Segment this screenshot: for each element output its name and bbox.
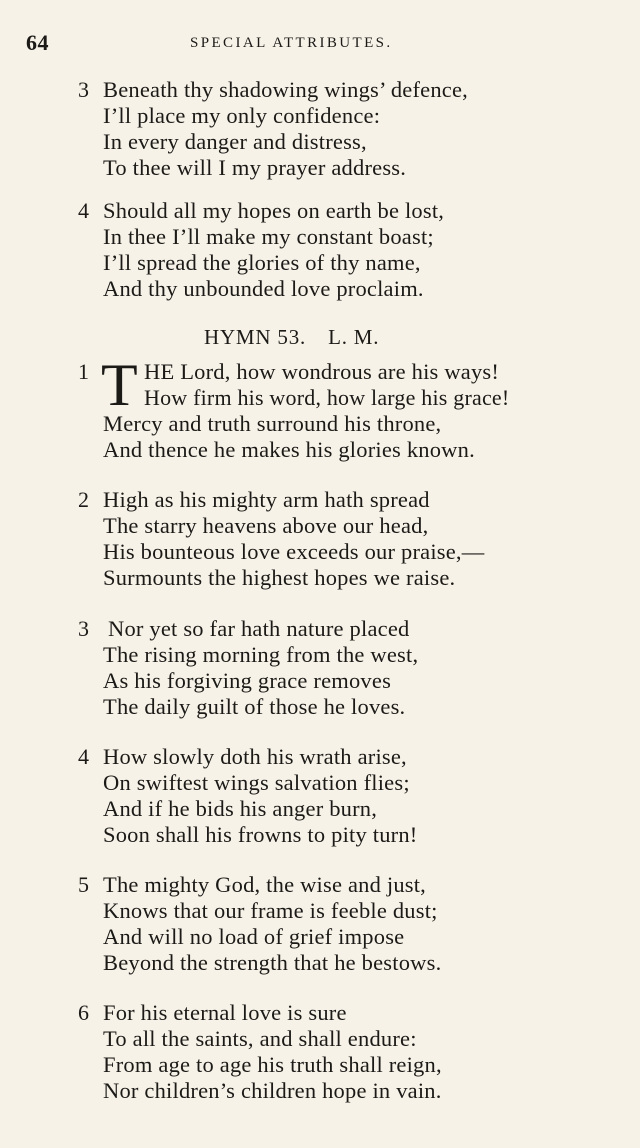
verse-line: Beyond the strength that he bestows.: [103, 950, 442, 975]
verse-line: How firm his word, how large his grace!: [144, 385, 510, 410]
verse-line: And thy unbounded love proclaim.: [103, 276, 424, 301]
verse-line: As his forgiving grace removes: [103, 668, 392, 693]
stanza-number: 2: [78, 487, 89, 512]
verse-line: For his eternal love is sure: [103, 1000, 347, 1025]
verse-line: And if he bids his anger burn,: [103, 796, 378, 821]
verse-line: The daily guilt of those he loves.: [103, 694, 406, 719]
verse-line: Surmounts the highest hopes we raise.: [103, 565, 456, 590]
stanza-number: 4: [78, 198, 89, 223]
stanza-number: 3: [78, 616, 89, 641]
verse-line: Beneath thy shadowing wings’ defence,: [103, 77, 469, 102]
verse-line: Mercy and truth surround his throne,: [103, 411, 442, 436]
verse-line: The mighty God, the wise and just,: [103, 872, 427, 897]
verse-line: To thee will I my prayer address.: [103, 155, 407, 180]
verse-line: And thence he makes his glories known.: [103, 437, 475, 462]
page-header: [26, 30, 600, 60]
verse-line: Nor yet so far hath nature placed: [108, 616, 410, 641]
verse-line: To all the saints, and shall endure:: [103, 1026, 417, 1051]
verse-line: I’ll place my only confidence:: [103, 103, 381, 128]
verse-line: HE Lord, how wondrous are his ways!: [144, 359, 500, 384]
verse-line: How slowly doth his wrath arise,: [103, 744, 407, 769]
verse-line: High as his mighty arm hath spread: [103, 487, 430, 512]
stanza-number: 1: [78, 359, 89, 384]
drop-cap: T: [101, 352, 138, 418]
running-head: SPECIAL ATTRIBUTES.: [190, 35, 393, 51]
verse-line: Knows that our frame is feeble dust;: [103, 898, 438, 923]
verse-line: Soon shall his frowns to pity turn!: [103, 822, 418, 847]
verse-line: I’ll spread the glories of thy name,: [103, 250, 421, 275]
verse-line: The starry heavens above our head,: [103, 513, 429, 538]
verse-line: The rising morning from the west,: [103, 642, 419, 667]
verse-line: In every danger and distress,: [103, 129, 367, 154]
verse-line: In thee I’ll make my constant boast;: [103, 224, 434, 249]
verse-line: Nor children’s children hope in vain.: [103, 1078, 442, 1103]
verse-line: His bounteous love exceeds our praise,—: [103, 539, 485, 564]
hymn-number: HYMN 53.: [204, 325, 307, 349]
verse-line: Should all my hopes on earth be lost,: [103, 198, 445, 223]
stanza-number: 5: [78, 872, 89, 897]
verse-line: On swiftest wings salvation flies;: [103, 770, 410, 795]
hymn-meter: L. M.: [328, 325, 380, 349]
stanza-number: 4: [78, 744, 89, 769]
stanza-number: 3: [78, 77, 89, 102]
verse-line: From age to age his truth shall reign,: [103, 1052, 442, 1077]
stanza-number: 6: [78, 1000, 89, 1025]
page-number: 64: [26, 30, 49, 55]
hymn-title: [204, 325, 379, 350]
verse-line: And will no load of grief impose: [103, 924, 405, 949]
